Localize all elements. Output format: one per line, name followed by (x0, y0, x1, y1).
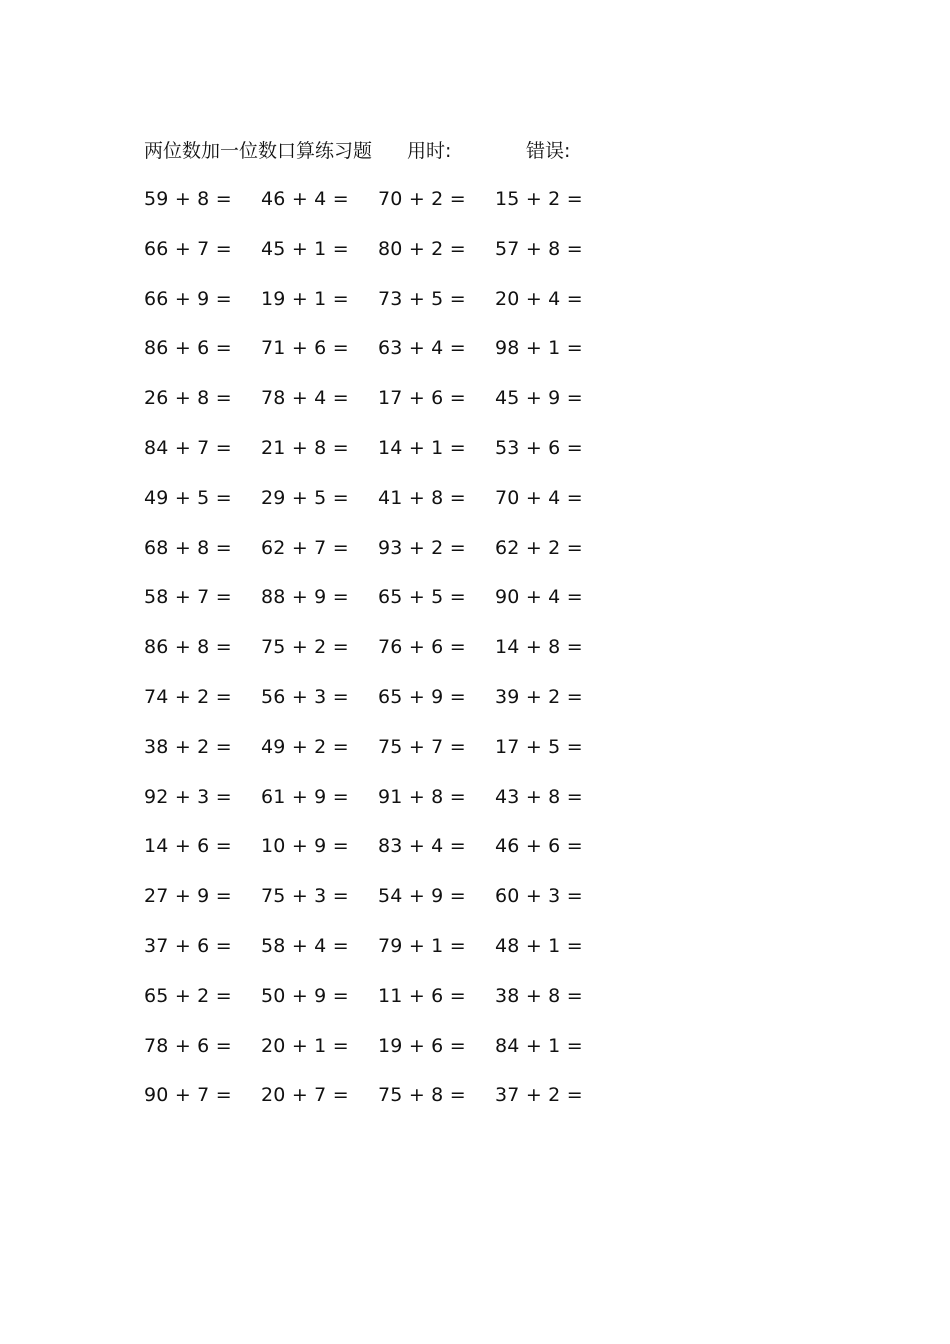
arithmetic-problem: 15 + 2 = (495, 188, 583, 210)
arithmetic-problem: 74 + 2 = (144, 685, 232, 708)
arithmetic-problem: 66 + 9 = (144, 287, 232, 310)
arithmetic-problem: 76 + 6 = (378, 636, 466, 659)
problem-row (144, 433, 624, 483)
problem-row (144, 483, 624, 533)
arithmetic-problem: 84 + 1 = (495, 1034, 583, 1057)
arithmetic-problem: 62 + 2 = (495, 536, 583, 559)
problem-grid (144, 184, 624, 1130)
arithmetic-problem: 53 + 6 = (495, 436, 583, 459)
arithmetic-problem: 73 + 5 = (378, 287, 466, 310)
arithmetic-problem: 41 + 8 = (378, 486, 466, 509)
problem-row (144, 732, 624, 782)
arithmetic-problem: 71 + 6 = (261, 337, 349, 360)
arithmetic-problem: 93 + 2 = (378, 536, 466, 559)
arithmetic-problem: 43 + 8 = (495, 785, 583, 808)
arithmetic-problem: 54 + 9 = (378, 885, 466, 908)
arithmetic-problem: 90 + 7 = (144, 1084, 232, 1107)
arithmetic-problem: 65 + 5 = (378, 586, 466, 609)
arithmetic-problem: 10 + 9 = (261, 835, 349, 858)
problem-row (144, 682, 624, 732)
arithmetic-problem: 38 + 8 = (495, 984, 583, 1007)
arithmetic-problem: 78 + 4 = (261, 387, 349, 410)
arithmetic-problem: 29 + 5 = (261, 486, 349, 509)
arithmetic-problem: 66 + 7 = (144, 237, 232, 260)
arithmetic-problem: 37 + 2 = (495, 1084, 583, 1107)
arithmetic-problem: 26 + 8 = (144, 387, 232, 410)
worksheet-header (144, 136, 664, 166)
arithmetic-problem: 92 + 3 = (144, 785, 232, 808)
problem-row (144, 333, 624, 383)
arithmetic-problem: 78 + 6 = (144, 1034, 232, 1057)
arithmetic-problem: 49 + 5 = (144, 486, 232, 509)
arithmetic-problem: 50 + 9 = (261, 984, 349, 1007)
arithmetic-problem: 21 + 8 = (261, 436, 349, 459)
problem-row (144, 782, 624, 832)
problem-row (144, 981, 624, 1031)
arithmetic-problem: 46 + 4 = (261, 188, 349, 210)
arithmetic-problem: 79 + 1 = (378, 934, 466, 957)
arithmetic-problem: 27 + 9 = (144, 885, 232, 908)
arithmetic-problem: 60 + 3 = (495, 885, 583, 908)
arithmetic-problem: 58 + 7 = (144, 586, 232, 609)
arithmetic-problem: 59 + 8 = (144, 188, 232, 210)
arithmetic-problem: 98 + 1 = (495, 337, 583, 360)
arithmetic-problem: 14 + 1 = (378, 436, 466, 459)
arithmetic-problem: 20 + 4 = (495, 287, 583, 310)
problem-row (144, 234, 624, 284)
arithmetic-problem: 91 + 8 = (378, 785, 466, 808)
arithmetic-problem: 62 + 7 = (261, 536, 349, 559)
problem-row (144, 632, 624, 682)
problem-row (144, 1080, 624, 1130)
arithmetic-problem: 20 + 7 = (261, 1084, 349, 1107)
errors-label: 错误: (526, 140, 571, 162)
problem-row (144, 881, 624, 931)
arithmetic-problem: 57 + 8 = (495, 237, 583, 260)
arithmetic-problem: 14 + 8 = (495, 636, 583, 659)
arithmetic-problem: 68 + 8 = (144, 536, 232, 559)
arithmetic-problem: 61 + 9 = (261, 785, 349, 808)
arithmetic-problem: 14 + 6 = (144, 835, 232, 858)
arithmetic-problem: 84 + 7 = (144, 436, 232, 459)
arithmetic-problem: 70 + 2 = (378, 188, 466, 210)
arithmetic-problem: 83 + 4 = (378, 835, 466, 858)
arithmetic-problem: 45 + 1 = (261, 237, 349, 260)
arithmetic-problem: 70 + 4 = (495, 486, 583, 509)
arithmetic-problem: 75 + 7 = (378, 735, 466, 758)
arithmetic-problem: 48 + 1 = (495, 934, 583, 957)
problem-row (144, 931, 624, 981)
arithmetic-problem: 86 + 6 = (144, 337, 232, 360)
problem-row (144, 1031, 624, 1081)
arithmetic-problem: 45 + 9 = (495, 387, 583, 410)
arithmetic-problem: 88 + 9 = (261, 586, 349, 609)
arithmetic-problem: 65 + 2 = (144, 984, 232, 1007)
problem-row (144, 533, 624, 583)
arithmetic-problem: 49 + 2 = (261, 735, 349, 758)
arithmetic-problem: 63 + 4 = (378, 337, 466, 360)
arithmetic-problem: 90 + 4 = (495, 586, 583, 609)
problem-row (144, 582, 624, 632)
time-used-label: 用时: (407, 140, 452, 162)
problem-row (144, 831, 624, 881)
arithmetic-problem: 37 + 6 = (144, 934, 232, 957)
arithmetic-problem: 75 + 2 = (261, 636, 349, 659)
arithmetic-problem: 38 + 2 = (144, 735, 232, 758)
arithmetic-problem: 39 + 2 = (495, 685, 583, 708)
arithmetic-problem: 17 + 5 = (495, 735, 583, 758)
arithmetic-problem: 80 + 2 = (378, 237, 466, 260)
arithmetic-problem: 65 + 9 = (378, 685, 466, 708)
arithmetic-problem: 75 + 3 = (261, 885, 349, 908)
problem-row (144, 383, 624, 433)
arithmetic-problem: 19 + 1 = (261, 287, 349, 310)
worksheet-title: 两位数加一位数口算练习题 (144, 140, 373, 162)
arithmetic-problem: 17 + 6 = (378, 387, 466, 410)
arithmetic-problem: 46 + 6 = (495, 835, 583, 858)
arithmetic-problem: 19 + 6 = (378, 1034, 466, 1057)
arithmetic-problem: 20 + 1 = (261, 1034, 349, 1057)
arithmetic-problem: 75 + 8 = (378, 1084, 466, 1107)
arithmetic-problem: 86 + 8 = (144, 636, 232, 659)
arithmetic-problem: 56 + 3 = (261, 685, 349, 708)
arithmetic-problem: 11 + 6 = (378, 984, 466, 1007)
arithmetic-problem: 58 + 4 = (261, 934, 349, 957)
problem-row (144, 284, 624, 334)
problem-row (144, 184, 624, 234)
